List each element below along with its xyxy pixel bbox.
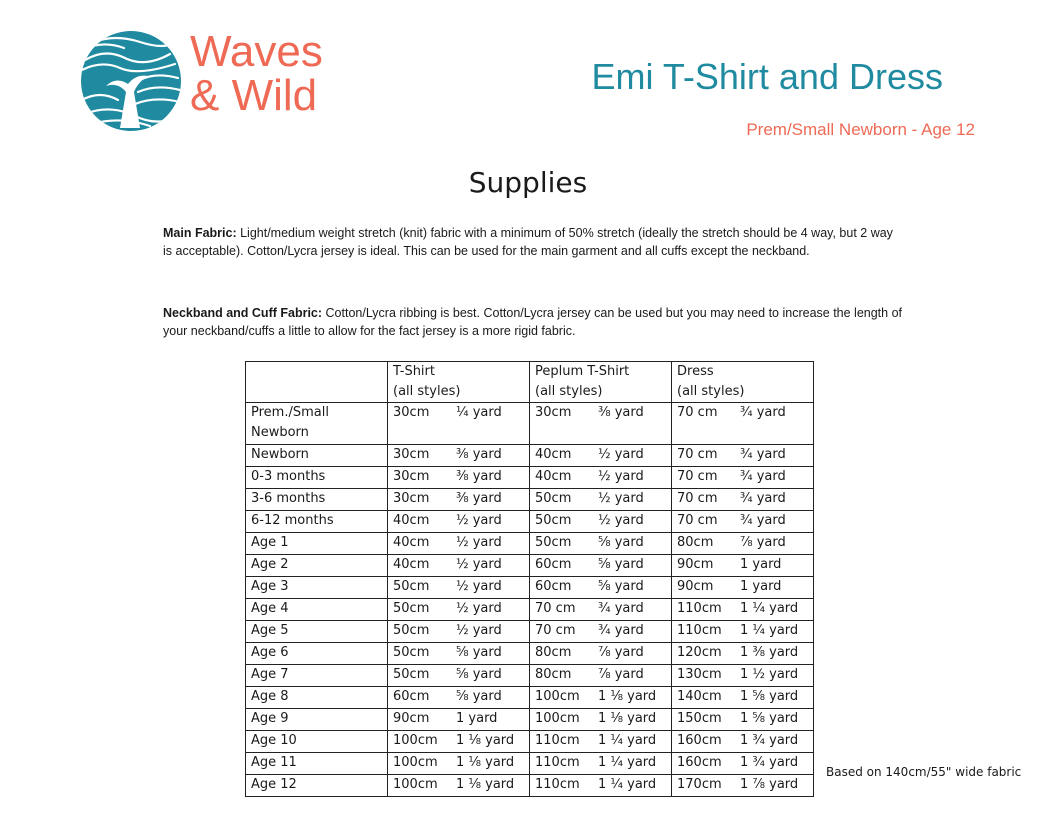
neckband-fabric-paragraph bbox=[163, 304, 903, 340]
dress-cell bbox=[672, 445, 814, 467]
tshirt-cell bbox=[388, 775, 530, 797]
dress-cell bbox=[672, 599, 814, 621]
peplum-yard-value: 1 ⅛ yard bbox=[598, 711, 657, 726]
dress-cell bbox=[672, 709, 814, 731]
tshirt-cell bbox=[388, 403, 530, 445]
tshirt-yard-value: ⅝ yard bbox=[456, 689, 502, 704]
header-peplum-line2: (all styles) bbox=[535, 384, 603, 399]
header-cell-tshirt bbox=[388, 362, 530, 403]
dress-yard-value: 1 ¼ yard bbox=[740, 623, 799, 638]
dress-cm-value: 110cm bbox=[677, 601, 722, 616]
size-cell: 0-3 months bbox=[246, 467, 388, 489]
tshirt-cm-value: 40cm bbox=[393, 513, 430, 528]
size-cell: Age 1 bbox=[246, 533, 388, 555]
peplum-cm-value: 100cm bbox=[535, 689, 580, 704]
peplum-cell bbox=[530, 643, 672, 665]
peplum-cell bbox=[530, 577, 672, 599]
peplum-yard-value: ¾ yard bbox=[598, 601, 644, 616]
peplum-cell bbox=[530, 665, 672, 687]
peplum-cell bbox=[530, 599, 672, 621]
size-cell: Age 5 bbox=[246, 621, 388, 643]
tshirt-cell bbox=[388, 709, 530, 731]
peplum-yard-value: ⅝ yard bbox=[598, 535, 644, 550]
tshirt-cell bbox=[388, 533, 530, 555]
peplum-cell bbox=[530, 403, 672, 445]
peplum-cell bbox=[530, 533, 672, 555]
tshirt-cell bbox=[388, 467, 530, 489]
tshirt-yard-value: ⅜ yard bbox=[456, 447, 502, 462]
dress-yard-value: ⅞ yard bbox=[740, 535, 786, 550]
table-row bbox=[246, 445, 814, 467]
dress-cm-value: 150cm bbox=[677, 711, 722, 726]
tshirt-yard-value: 1 ⅛ yard bbox=[456, 755, 515, 770]
size-cell: Age 4 bbox=[246, 599, 388, 621]
tshirt-cell bbox=[388, 731, 530, 753]
dress-cm-value: 90cm bbox=[677, 557, 714, 572]
tshirt-yard-value: ⅜ yard bbox=[456, 469, 502, 484]
neckband-fabric-text: Cotton/Lycra ribbing is best. Cotton/Lycra jersey can be used but you may need to increase the length of your neckband/cuffs a little to allow for the fact jersey is a more rigid fabric. bbox=[163, 306, 903, 338]
dress-cm-value: 70 cm bbox=[677, 447, 718, 462]
dress-yard-value: 1 ¼ yard bbox=[740, 601, 799, 616]
dress-cell bbox=[672, 621, 814, 643]
tshirt-yard-value: ½ yard bbox=[456, 513, 502, 528]
tshirt-cm-value: 100cm bbox=[393, 733, 438, 748]
tshirt-cell bbox=[388, 753, 530, 775]
header-peplum-line1: Peplum T-Shirt bbox=[535, 364, 630, 379]
tshirt-cm-value: 30cm bbox=[393, 405, 430, 420]
waves-logo-icon bbox=[80, 30, 182, 132]
neckband-fabric-label: Neckband and Cuff Fabric: bbox=[163, 306, 323, 320]
peplum-cm-value: 110cm bbox=[535, 777, 580, 792]
table-row bbox=[246, 555, 814, 577]
peplum-cell bbox=[530, 709, 672, 731]
dress-cm-value: 70 cm bbox=[677, 405, 718, 420]
section-title: Supplies bbox=[468, 166, 588, 199]
header-dress-line2: (all styles) bbox=[677, 384, 745, 399]
header-cell-size bbox=[246, 362, 388, 403]
peplum-cm-value: 50cm bbox=[535, 491, 572, 506]
size-cell: Newborn bbox=[246, 445, 388, 467]
dress-cm-value: 120cm bbox=[677, 645, 722, 660]
size-cell: Age 9 bbox=[246, 709, 388, 731]
dress-cm-value: 70 cm bbox=[677, 513, 718, 528]
peplum-cm-value: 100cm bbox=[535, 711, 580, 726]
dress-cell bbox=[672, 555, 814, 577]
table-row bbox=[246, 687, 814, 709]
peplum-cell bbox=[530, 489, 672, 511]
dress-yard-value: ¾ yard bbox=[740, 491, 786, 506]
tshirt-yard-value: 1 ⅛ yard bbox=[456, 733, 515, 748]
tshirt-cm-value: 30cm bbox=[393, 447, 430, 462]
peplum-cm-value: 110cm bbox=[535, 755, 580, 770]
size-cell: Age 6 bbox=[246, 643, 388, 665]
peplum-cell bbox=[530, 467, 672, 489]
tshirt-cm-value: 50cm bbox=[393, 579, 430, 594]
table-row bbox=[246, 753, 814, 775]
peplum-yard-value: ½ yard bbox=[598, 491, 644, 506]
dress-yard-value: 1 ⅝ yard bbox=[740, 689, 799, 704]
brand-wordmark bbox=[190, 27, 323, 120]
peplum-yard-value: ½ yard bbox=[598, 447, 644, 462]
peplum-cm-value: 50cm bbox=[535, 535, 572, 550]
tshirt-cell bbox=[388, 555, 530, 577]
dress-yard-value: 1 yard bbox=[740, 579, 782, 594]
size-cell: 6-12 months bbox=[246, 511, 388, 533]
peplum-yard-value: ⅞ yard bbox=[598, 667, 644, 682]
header-dress-line1: Dress bbox=[677, 364, 714, 379]
peplum-cell bbox=[530, 753, 672, 775]
dress-cell bbox=[672, 533, 814, 555]
tshirt-cell bbox=[388, 577, 530, 599]
tshirt-cm-value: 50cm bbox=[393, 667, 430, 682]
tshirt-yard-value: 1 yard bbox=[456, 711, 498, 726]
brand-line-1: Waves bbox=[190, 27, 323, 76]
peplum-yard-value: 1 ¼ yard bbox=[598, 777, 657, 792]
fabric-requirements-table bbox=[245, 361, 814, 797]
peplum-yard-value: ⅜ yard bbox=[598, 405, 644, 420]
header-tshirt-line2: (all styles) bbox=[393, 384, 461, 399]
peplum-cm-value: 60cm bbox=[535, 579, 572, 594]
peplum-cm-value: 70 cm bbox=[535, 601, 576, 616]
size-cell: Age 2 bbox=[246, 555, 388, 577]
peplum-yard-value: ¾ yard bbox=[598, 623, 644, 638]
tshirt-cm-value: 100cm bbox=[393, 755, 438, 770]
document-title: Emi T-Shirt and Dress bbox=[591, 56, 943, 97]
table-row bbox=[246, 403, 814, 445]
tshirt-yard-value: ⅝ yard bbox=[456, 667, 502, 682]
tshirt-cm-value: 30cm bbox=[393, 469, 430, 484]
tshirt-cm-value: 50cm bbox=[393, 601, 430, 616]
tshirt-cm-value: 90cm bbox=[393, 711, 430, 726]
tshirt-cell bbox=[388, 445, 530, 467]
peplum-cm-value: 40cm bbox=[535, 447, 572, 462]
table-row bbox=[246, 731, 814, 753]
tshirt-yard-value: ½ yard bbox=[456, 579, 502, 594]
dress-cell bbox=[672, 489, 814, 511]
table-row bbox=[246, 489, 814, 511]
tshirt-yard-value: ½ yard bbox=[456, 623, 502, 638]
peplum-cm-value: 30cm bbox=[535, 405, 572, 420]
tshirt-cell bbox=[388, 621, 530, 643]
tshirt-cell bbox=[388, 511, 530, 533]
dress-yard-value: 1 ½ yard bbox=[740, 667, 799, 682]
peplum-cm-value: 50cm bbox=[535, 513, 572, 528]
peplum-cm-value: 80cm bbox=[535, 667, 572, 682]
peplum-yard-value: ⅝ yard bbox=[598, 557, 644, 572]
dress-yard-value: 1 ¾ yard bbox=[740, 755, 799, 770]
tshirt-yard-value: ½ yard bbox=[456, 557, 502, 572]
tshirt-cm-value: 30cm bbox=[393, 491, 430, 506]
dress-cm-value: 140cm bbox=[677, 689, 722, 704]
table-row bbox=[246, 665, 814, 687]
header-tshirt-line1: T-Shirt bbox=[393, 364, 435, 379]
tshirt-cell bbox=[388, 643, 530, 665]
table-row bbox=[246, 643, 814, 665]
peplum-yard-value: ½ yard bbox=[598, 469, 644, 484]
peplum-yard-value: 1 ⅛ yard bbox=[598, 689, 657, 704]
dress-cell bbox=[672, 753, 814, 775]
dress-cell bbox=[672, 403, 814, 445]
peplum-cm-value: 110cm bbox=[535, 733, 580, 748]
tshirt-cm-value: 40cm bbox=[393, 535, 430, 550]
dress-cm-value: 70 cm bbox=[677, 469, 718, 484]
dress-cm-value: 130cm bbox=[677, 667, 722, 682]
table-row bbox=[246, 599, 814, 621]
peplum-cell bbox=[530, 511, 672, 533]
brand-line-2: & Wild bbox=[190, 71, 318, 120]
table-row bbox=[246, 577, 814, 599]
dress-yard-value: 1 ¾ yard bbox=[740, 733, 799, 748]
dress-cm-value: 160cm bbox=[677, 733, 722, 748]
table-row bbox=[246, 511, 814, 533]
peplum-cell bbox=[530, 621, 672, 643]
peplum-cm-value: 70 cm bbox=[535, 623, 576, 638]
fabric-width-note: Based on 140cm/55" wide fabric bbox=[826, 765, 1022, 779]
tshirt-cm-value: 50cm bbox=[393, 623, 430, 638]
tshirt-yard-value: ⅝ yard bbox=[456, 645, 502, 660]
peplum-cm-value: 40cm bbox=[535, 469, 572, 484]
size-range-subtitle: Prem/Small Newborn - Age 12 bbox=[746, 120, 975, 139]
size-cell: Prem./Small Newborn bbox=[246, 403, 388, 445]
size-cell: Age 7 bbox=[246, 665, 388, 687]
dress-yard-value: ¾ yard bbox=[740, 469, 786, 484]
tshirt-yard-value: 1 ⅛ yard bbox=[456, 777, 515, 792]
dress-yard-value: ¾ yard bbox=[740, 405, 786, 420]
dress-cell bbox=[672, 731, 814, 753]
tshirt-cm-value: 40cm bbox=[393, 557, 430, 572]
table-row bbox=[246, 533, 814, 555]
table-row bbox=[246, 467, 814, 489]
dress-cm-value: 80cm bbox=[677, 535, 714, 550]
peplum-cm-value: 60cm bbox=[535, 557, 572, 572]
size-cell: Age 12 bbox=[246, 775, 388, 797]
size-cell: Age 3 bbox=[246, 577, 388, 599]
size-cell: 3-6 months bbox=[246, 489, 388, 511]
peplum-cell bbox=[530, 731, 672, 753]
dress-cell bbox=[672, 577, 814, 599]
dress-cell bbox=[672, 775, 814, 797]
dress-yard-value: ¾ yard bbox=[740, 513, 786, 528]
dress-yard-value: 1 yard bbox=[740, 557, 782, 572]
tshirt-yard-value: ½ yard bbox=[456, 601, 502, 616]
header-cell-dress bbox=[672, 362, 814, 403]
peplum-cm-value: 80cm bbox=[535, 645, 572, 660]
size-cell: Age 8 bbox=[246, 687, 388, 709]
dress-cell bbox=[672, 687, 814, 709]
dress-cell bbox=[672, 511, 814, 533]
dress-cm-value: 110cm bbox=[677, 623, 722, 638]
peplum-yard-value: ⅝ yard bbox=[598, 579, 644, 594]
dress-cm-value: 160cm bbox=[677, 755, 722, 770]
tshirt-cm-value: 60cm bbox=[393, 689, 430, 704]
peplum-yard-value: ⅞ yard bbox=[598, 645, 644, 660]
tshirt-cell bbox=[388, 599, 530, 621]
dress-cell bbox=[672, 665, 814, 687]
peplum-cell bbox=[530, 687, 672, 709]
dress-yard-value: 1 ⅜ yard bbox=[740, 645, 799, 660]
header-cell-peplum bbox=[530, 362, 672, 403]
peplum-yard-value: 1 ¼ yard bbox=[598, 755, 657, 770]
dress-yard-value: 1 ⅞ yard bbox=[740, 777, 799, 792]
dress-cell bbox=[672, 643, 814, 665]
table-row bbox=[246, 775, 814, 797]
peplum-yard-value: 1 ¼ yard bbox=[598, 733, 657, 748]
table-row bbox=[246, 621, 814, 643]
main-fabric-text: Light/medium weight stretch (knit) fabric with a minimum of 50% stretch (ideally the stretch should be 4 way, but 2 way is acceptable). Cotton/Lycra jersey is ideal. This can be used for the main garment and all cuffs except the neckband. bbox=[163, 226, 893, 258]
tshirt-cm-value: 100cm bbox=[393, 777, 438, 792]
main-fabric-label: Main Fabric: bbox=[163, 226, 237, 240]
dress-yard-value: 1 ⅝ yard bbox=[740, 711, 799, 726]
table-header-row bbox=[246, 362, 814, 403]
tshirt-cell bbox=[388, 665, 530, 687]
table-row bbox=[246, 709, 814, 731]
tshirt-cell bbox=[388, 687, 530, 709]
tshirt-yard-value: ¼ yard bbox=[456, 405, 502, 420]
dress-cell bbox=[672, 467, 814, 489]
peplum-yard-value: ½ yard bbox=[598, 513, 644, 528]
main-fabric-paragraph bbox=[163, 224, 903, 260]
tshirt-yard-value: ⅜ yard bbox=[456, 491, 502, 506]
dress-cm-value: 170cm bbox=[677, 777, 722, 792]
peplum-cell bbox=[530, 445, 672, 467]
tshirt-yard-value: ½ yard bbox=[456, 535, 502, 550]
peplum-cell bbox=[530, 775, 672, 797]
size-cell: Age 10 bbox=[246, 731, 388, 753]
size-cell: Age 11 bbox=[246, 753, 388, 775]
dress-cm-value: 70 cm bbox=[677, 491, 718, 506]
dress-cm-value: 90cm bbox=[677, 579, 714, 594]
tshirt-cell bbox=[388, 489, 530, 511]
tshirt-cm-value: 50cm bbox=[393, 645, 430, 660]
dress-yard-value: ¾ yard bbox=[740, 447, 786, 462]
peplum-cell bbox=[530, 555, 672, 577]
